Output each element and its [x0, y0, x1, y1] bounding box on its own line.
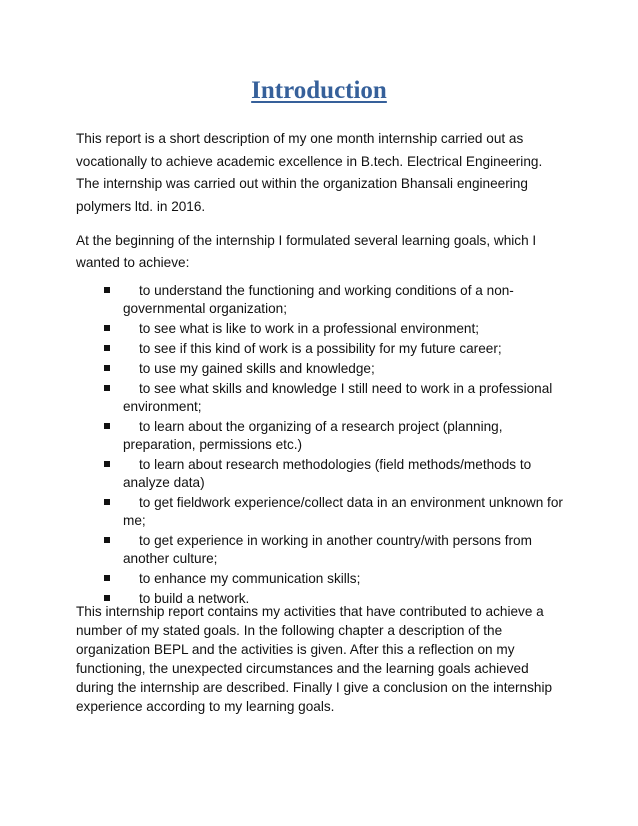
intro-paragraph: This report is a short description of my one month internship carried out as vocationally to achieve academic excellence in B.tech. Electrical Engineering. The internship was carried out within the organization Bhansali engineering polymers ltd. in 2016.: [76, 131, 543, 214]
square-bullet-icon: [104, 287, 110, 293]
list-item: [104, 360, 564, 378]
list-item-text: to see what is like to work in a professional environment;: [139, 321, 480, 336]
list-item-text: to build a network.: [139, 591, 250, 606]
list-item: [104, 532, 564, 568]
list-item: [104, 282, 564, 318]
list-item: [104, 570, 564, 588]
list-item-text: to see if this kind of work is a possibility for my future career;: [139, 341, 502, 356]
summary-paragraph: This internship report contains my activities that have contributed to achieve a number of my stated goals. In the following chapter a description of the organization BEPL and the activities is given. After this a reflection on my functioning, the unexpected circumstances and the learning goals achieved during the internship are described. Finally I give a conclusion on the internship experience according to my learning goals.: [76, 604, 553, 714]
list-item-text: to get experience in working in another country/with persons from another culture;: [123, 533, 532, 566]
list-item-text: to get fieldwork experience/collect data in an environment unknown for me;: [123, 495, 563, 528]
square-bullet-icon: [104, 595, 110, 601]
list-item-text: to understand the functioning and working conditions of a non-governmental organization;: [123, 283, 514, 316]
list-item-text: to see what skills and knowledge I still need to work in a professional environment;: [123, 381, 553, 414]
goals-intro-paragraph: At the beginning of the internship I formulated several learning goals, which I wanted to achieve:: [76, 233, 537, 270]
list-item-text: to enhance my communication skills;: [139, 571, 361, 586]
list-item: [104, 418, 564, 454]
square-bullet-icon: [104, 365, 110, 371]
list-item: [104, 456, 564, 492]
list-item: [104, 380, 564, 416]
list-item: [104, 340, 564, 358]
square-bullet-icon: [104, 575, 110, 581]
learning-goals-list: [104, 282, 564, 610]
square-bullet-icon: [104, 537, 110, 543]
square-bullet-icon: [104, 345, 110, 351]
square-bullet-icon: [104, 499, 110, 505]
square-bullet-icon: [104, 423, 110, 429]
list-item: [104, 494, 564, 530]
square-bullet-icon: [104, 325, 110, 331]
page-title: [0, 74, 638, 108]
title-text: Introduction: [251, 77, 387, 104]
list-item: [104, 320, 564, 338]
square-bullet-icon: [104, 461, 110, 467]
square-bullet-icon: [104, 385, 110, 391]
list-item-text: to learn about research methodologies (field methods/methods to analyze data): [123, 457, 532, 490]
list-item-text: to use my gained skills and knowledge;: [139, 361, 375, 376]
list-item-text: to learn about the organizing of a research project (planning, preparation, permissions etc.): [123, 419, 503, 452]
